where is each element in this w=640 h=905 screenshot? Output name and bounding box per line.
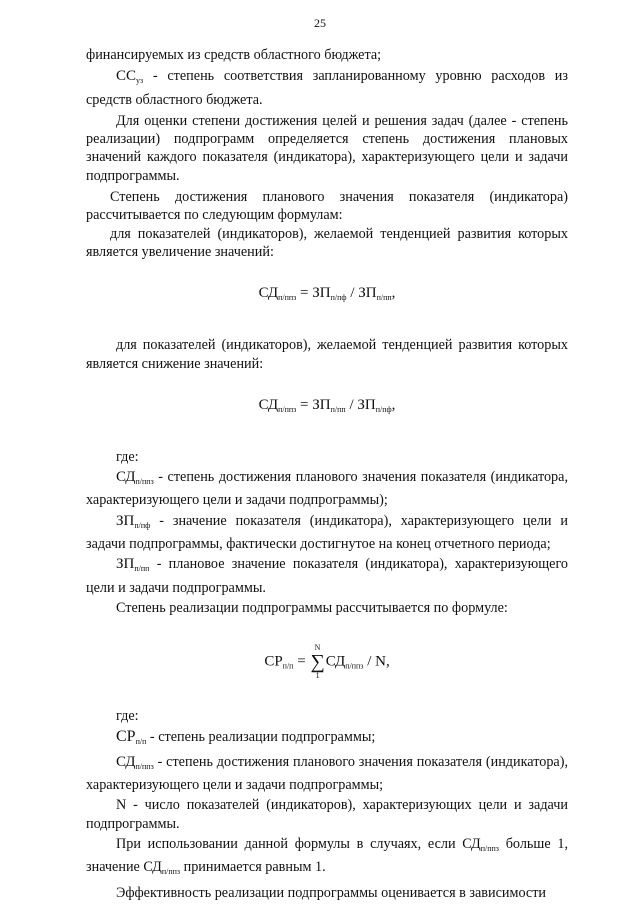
sum-symbol: N ∑ 1 [310,643,325,681]
definition-zp-plan: $ЗП_{п/пп}$ - плановое значение показателя (индикатора), характеризующего цели и задачи подпрограммы. [86,556,568,596]
definition-sd-2: $СД_{п/ппз}$ - степень достижения планового значения показателя (индикатора), характеризующего цели и задачи подпрограммы; [86,753,568,794]
paragraph: финансируемых из средств областного бюджета; [86,47,382,63]
paragraph: Степень достижения планового значения показателя (индикатора) рассчитывается по следующим формулам: [86,189,568,224]
paragraph-cc-definition: $СС_{уз}$ - степень соответствия запланированному уровню расходов из средств областного бюджета. [86,68,568,108]
paragraph: для показателей (индикаторов), желаемой тенденцией развития которых является снижение значений: [86,337,568,372]
where-label: где: [116,708,139,725]
paragraph: Для оценки степени достижения целей и решения задач (далее - степень реализации) подпрограмм определяется степень достижения плановых значений каждого показателя (индикатора), характеризующего цели и задачи подпрограммы. [86,112,568,184]
formula-decrease: $СД_{п/ппз} = ЗП_{п/пп} / ЗП_{п/пф}$, [258,396,396,414]
paragraph: Эффективность реализации подпрограммы оценивается в зависимости [116,884,546,901]
definition-zp-fact: $ЗП_{п/пф}$ - значение показателя (индикатора), характеризующего цели и задачи подпрограммы, фактически достигнутое на конец отчетного периода; [86,512,568,553]
formula-increase: $СД_{п/ппз} = ЗП_{п/пф} / ЗП_{п/пп}$, [258,285,396,303]
page-body [86,46,568,902]
where-label: где: [116,448,139,465]
paragraph-condition: При использовании данной формулы в случаях, если $СД_{п/ппз}$ больше 1, значение $СД_{п/ппз}$ принимается равным 1. [86,836,568,877]
page-number: 25 [314,16,326,30]
definition-n: N - число показателей (индикаторов), характеризующих цели и задачи подпрограммы. [86,797,568,832]
formula-sr: $СР_{п/п}$ = N ∑ 1 $СД_{п/ппз}$ / N, [264,643,390,681]
definition-sd: $СД_{п/ппз}$ - степень достижения планового значения показателя (индикатора, характеризующего цели и задачи подпрограммы); [86,469,568,509]
paragraph: для показателей (индикаторов), желаемой тенденцией развития которых является увеличение значений: [86,225,568,260]
paragraph: Степень реализации подпрограммы рассчитывается по формуле: [116,599,508,616]
definition-sr: $СР_{п/п}$ - степень реализации подпрограммы; [116,727,376,746]
